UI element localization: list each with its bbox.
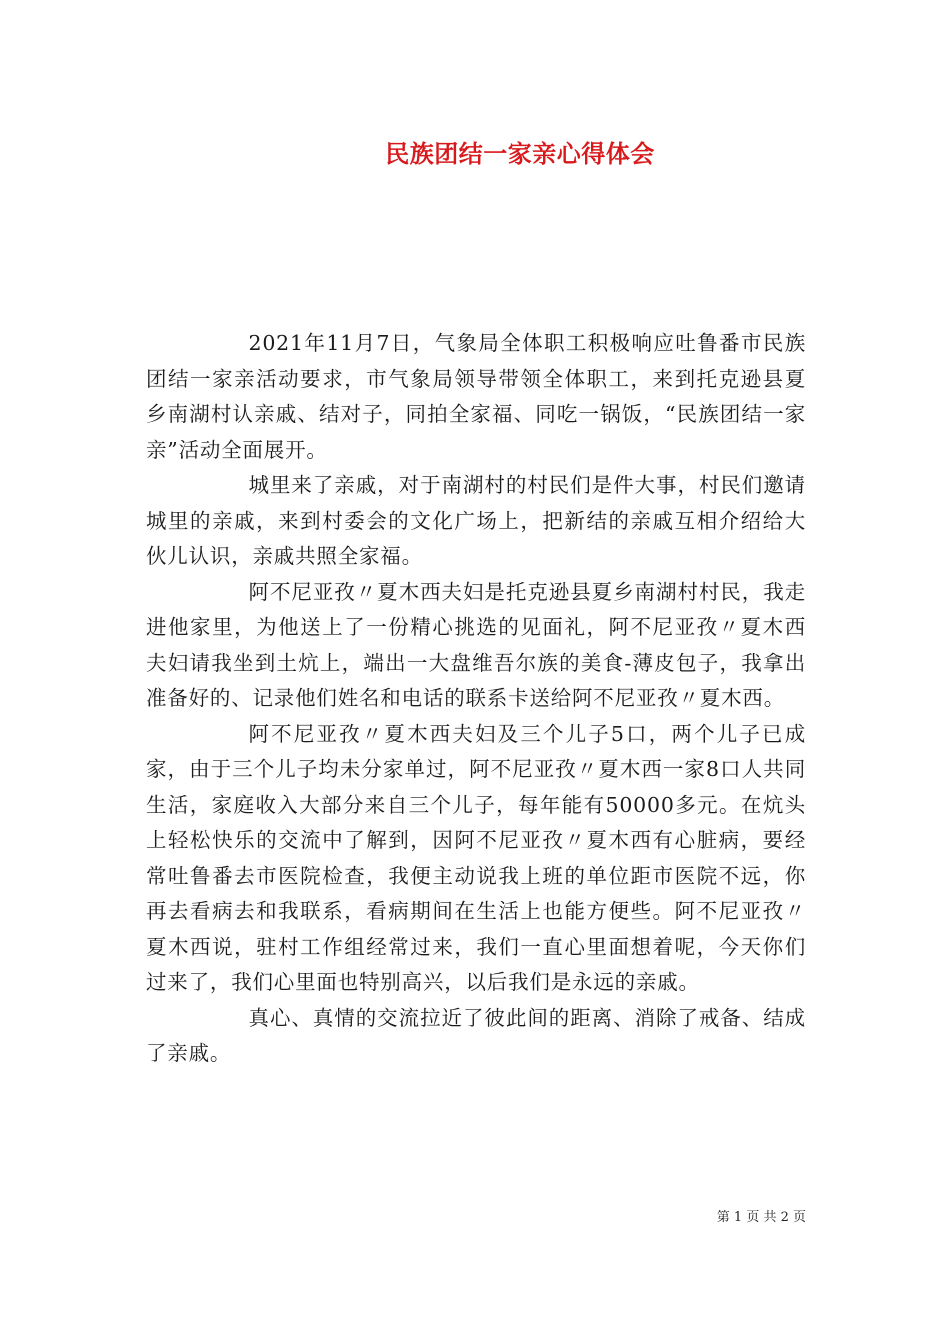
document-title: 民族团结一家亲心得体会 [385,140,655,168]
paragraph-4: 阿不尼亚孜〃夏木西夫妇及三个儿子5口，两个儿子已成家，由于三个儿子均未分家单过，阿不尼亚孜〃夏木西一家8口人共同生活，家庭收入大部分来自三个儿子，每年能有50000多元。在炕头上轻松快乐的交流中了解到，因阿不尼亚孜〃夏木西有心脏病，要经常吐鲁番去市医院检查，我便主动说我上班的单位距市医院不远，你再去看病去和我联系，看病期间在生活上也能方便些。阿不尼亚孜〃夏木西说，驻村工作组经常过来，我们一直心里面想着呢，今天你们过来了，我们心里面也特别高兴，以后我们是永远的亲戚。 [146,721,806,994]
paragraph-3: 阿不尼亚孜〃夏木西夫妇是托克逊县夏乡南湖村村民，我走进他家里，为他送上了一份精心挑选的见面礼，阿不尼亚孜〃夏木西夫妇请我坐到土炕上，端出一大盘维吾尔族的美食-薄皮包子，我拿出准备好的、记录他们姓名和电话的联系卡送给阿不尼亚孜〃夏木西。 [146,579,806,710]
paragraph-2: 城里来了亲戚，对于南湖村的村民们是件大事，村民们邀请城里的亲戚，来到村委会的文化广场上，把新结的亲戚互相介绍给大伙儿认识，亲戚共照全家福。 [146,473,806,568]
page-number: 第 1 页 共 2 页 [716,1210,806,1225]
paragraph-5: 真心、真情的交流拉近了彼此间的距离、消除了戒备、结成了亲戚。 [146,1005,806,1065]
document-body [146,326,806,1072]
paragraph-1: 2021年11月7日，气象局全体职工积极响应吐鲁番市民族团结一家亲活动要求，市气象局领导带领全体职工，来到托克逊县夏乡南湖村认亲戚、结对子，同拍全家福、同吃一锅饭，“民族团结一家亲”活动全面展开。 [146,331,806,462]
